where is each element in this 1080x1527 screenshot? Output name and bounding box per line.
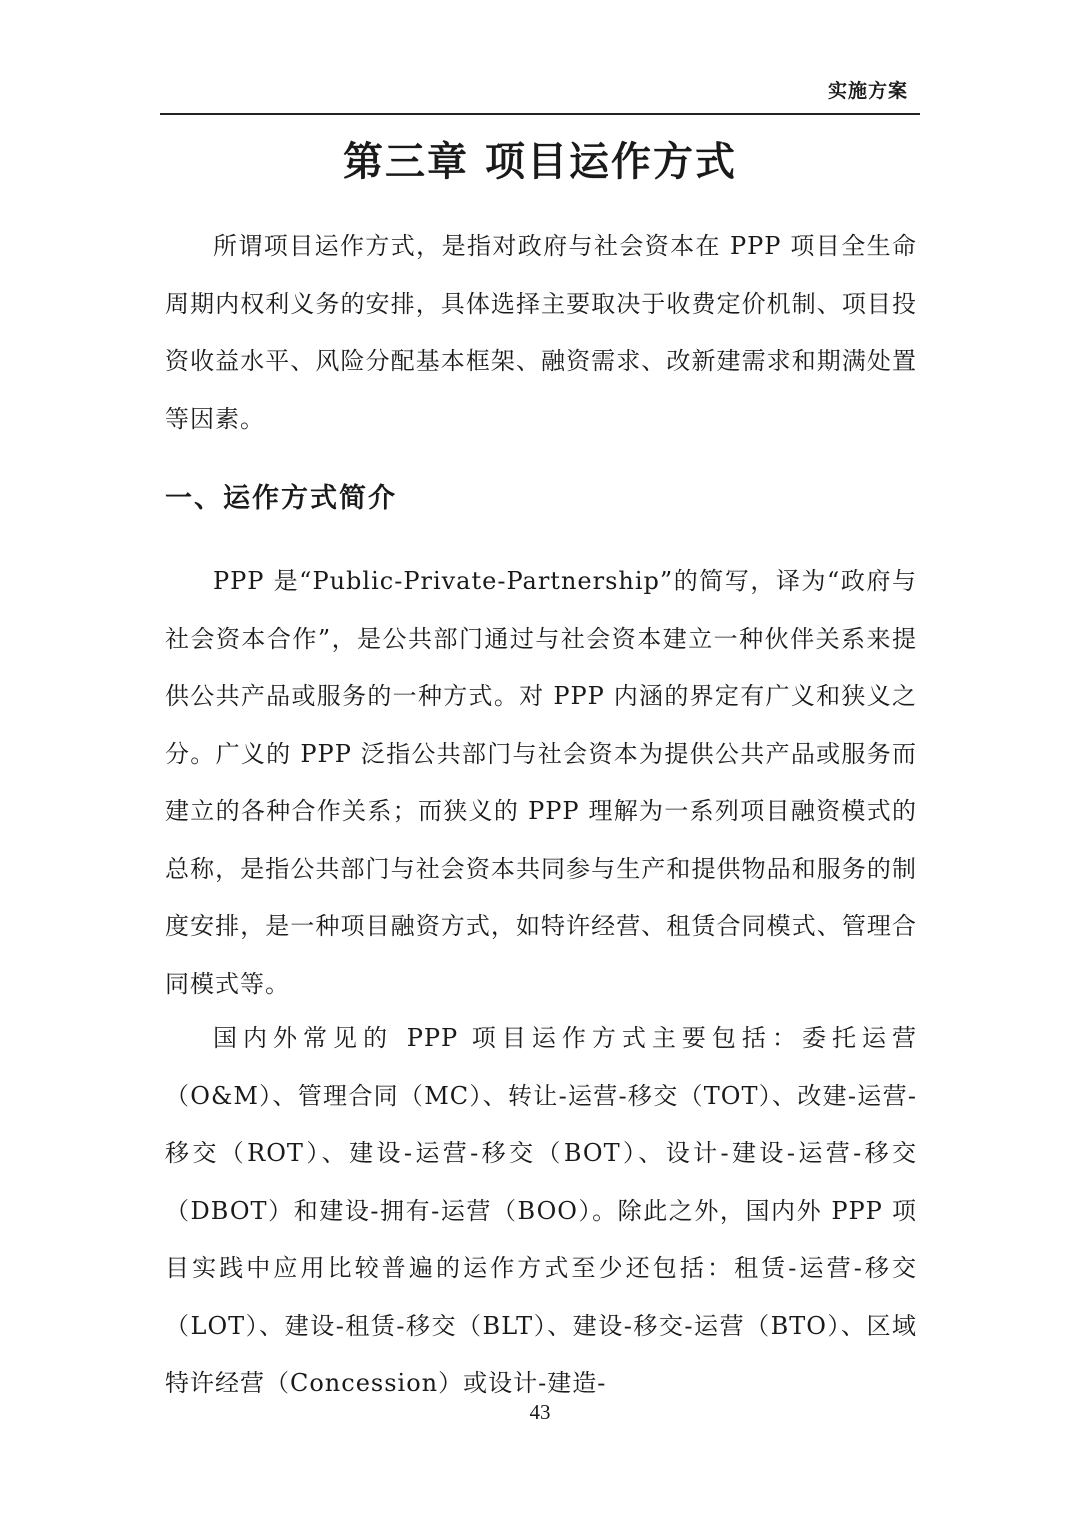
header-divider bbox=[160, 113, 920, 115]
intro-paragraph: 所谓项目运作方式，是指对政府与社会资本在 PPP 项目全生命周期内权利义务的安排，具体选择主要取决于收费定价机制、项目投资收益水平、风险分配基本框架、融资需求、改新建需求和期满处置等因素。 bbox=[165, 232, 917, 433]
running-header: 实施方案 bbox=[827, 80, 908, 102]
section-heading: 一、运作方式简介 bbox=[165, 483, 397, 514]
page-number: 43 bbox=[529, 1400, 551, 1424]
ppp-definition-paragraph: PPP 是“Public-Private-Partnership”的简写，译为“政府与社会资本合作”，是公共部门通过与社会资本建立一种伙伴关系来提供公共产品或服务的一种方式。对 PPP 内涵的界定有广义和狭义之分。广义的 PPP 泛指公共部门与社会资本为提供公共产品或服务而建立的各种合作关系；而狭义的 PPP 理解为一系列项目融资模式的总称，是指公共部门与社会资本共同参与生产和提供物品和服务的制度安排，是一种项目融资方式，如特许经营、租赁合同模式、管理合同模式等。 bbox=[165, 567, 917, 998]
operation-modes-paragraph: 国内外常见的 PPP 项目运作方式主要包括：委托运营（O&M）、管理合同（MC）、转让-运营-移交（TOT）、改建-运营-移交（ROT）、建设-运营-移交（BOT）、设计-建设-运营-移交（DBOT）和建设-拥有-运营（BOO）。除此之外，国内外 PPP 项目实践中应用比较普遍的运作方式至少还包括：租赁-运营-移交（LOT）、建设-租赁-移交（BLT）、建设-移交-运营（BTO）、区域特许经营（Concession）或设计-建造- bbox=[165, 1024, 917, 1397]
chapter-title: 第三章 项目运作方式 bbox=[343, 139, 737, 185]
